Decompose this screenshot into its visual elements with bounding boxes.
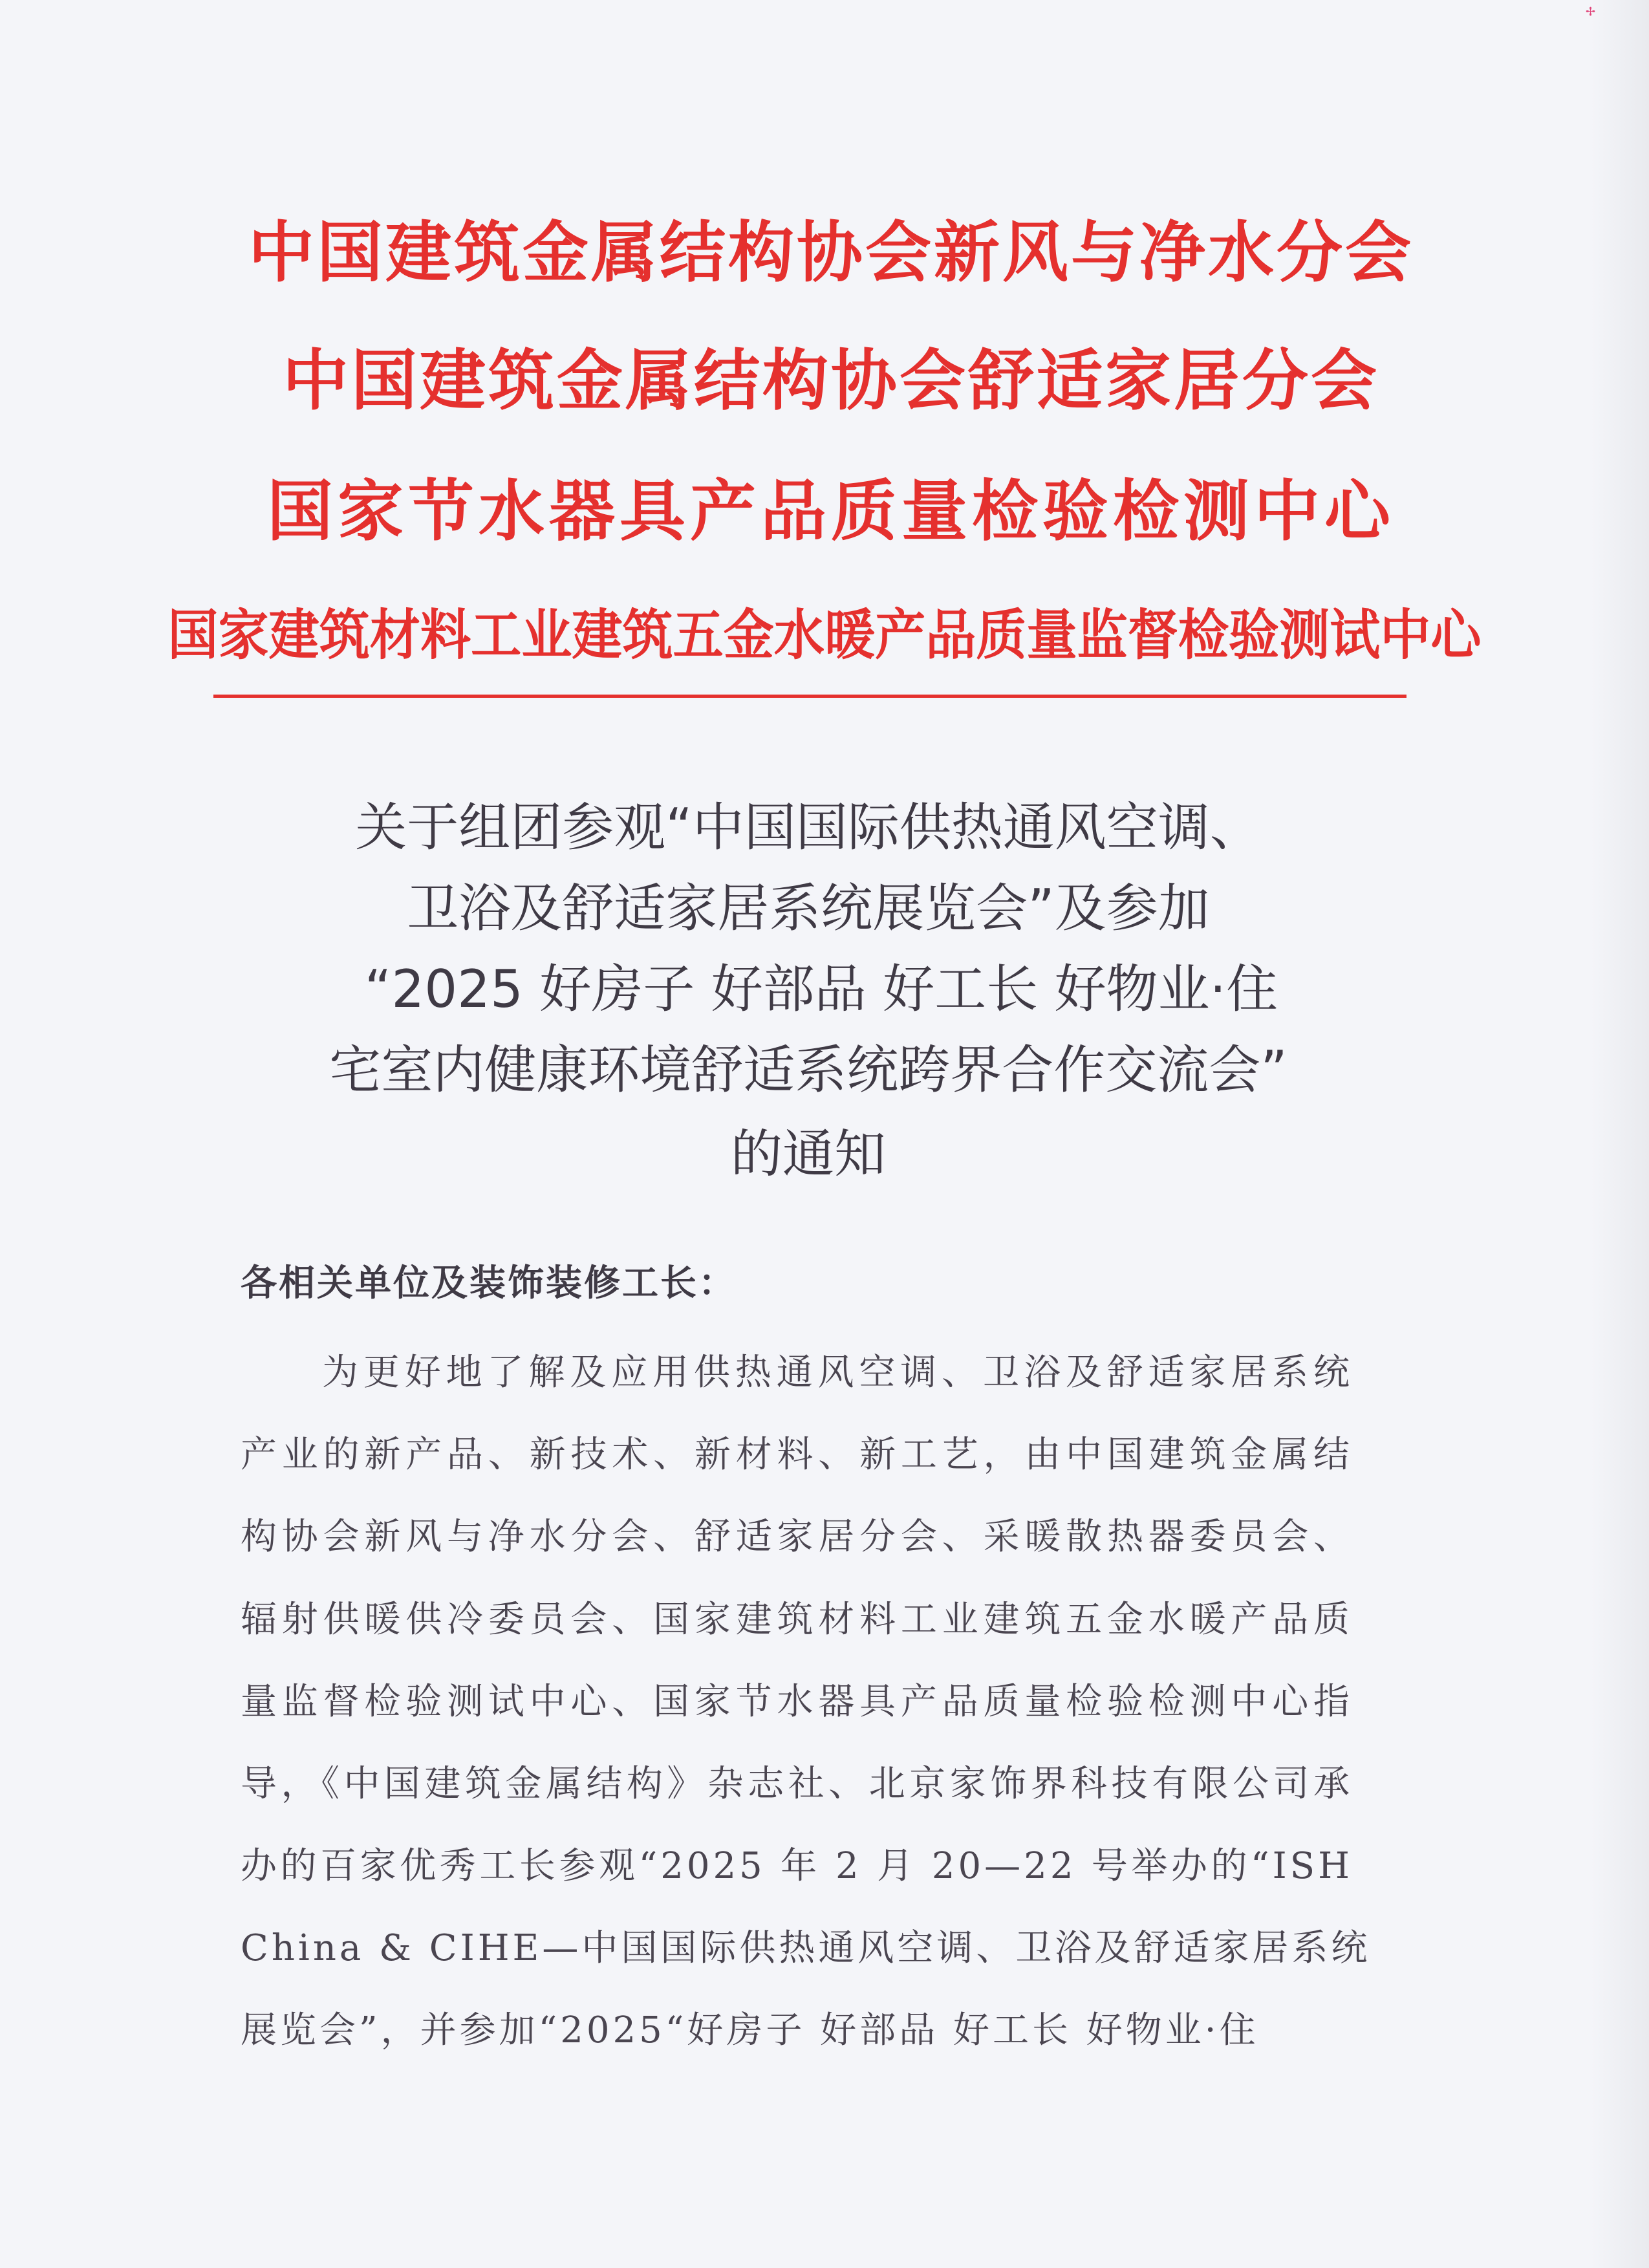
notice-title-line-5: 的通知 xyxy=(731,1124,886,1184)
notice-title-line-1: 关于组团参观“中国国际供热通风空调、 xyxy=(355,797,1262,858)
body-line-3: 构协会新风与净水分会、舒适家居分会、采暖散热器委员会、 xyxy=(241,1516,1353,1558)
body-line-5: 量监督检验测试中心、国家节水器具产品质量检验检测中心指 xyxy=(241,1681,1353,1723)
notice-title-line-2: 卫浴及舒适家居系统展览会”及参加 xyxy=(407,878,1210,938)
body-line-4: 辐射供暖供冷委员会、国家建筑材料工业建筑五金水暖产品质 xyxy=(241,1599,1353,1641)
body-line-2: 产业的新产品、新技术、新材料、新工艺，由中国建筑金属结 xyxy=(241,1434,1353,1476)
corner-mark-icon: ✢ xyxy=(1586,5,1596,19)
letterhead-line-1: 中国建筑金属结构协会新风与净水分会 xyxy=(248,215,1414,292)
letterhead-line-3: 国家节水器具产品质量检验检测中心 xyxy=(267,473,1395,550)
letterhead-line-2: 中国建筑金属结构协会舒适家居分会 xyxy=(283,343,1379,420)
body-line-7: 办的百家优秀工长参观“2025 年 2 月 20—22 号举办的“ISH xyxy=(241,1845,1353,1887)
body-line-9: 展览会”，并参加“2025“好房子 好部品 好工长 好物业·住 xyxy=(241,2009,1259,2051)
letterhead-divider xyxy=(213,695,1406,698)
body-line-1: 为更好地了解及应用供热通风空调、卫浴及舒适家居系统 xyxy=(322,1352,1353,1394)
notice-title-line-4: 宅室内健康环境舒适系统跨界合作交流会” xyxy=(329,1040,1288,1100)
body-line-8: China & CIHE—中国国际供热通风空调、卫浴及舒适家居系统 xyxy=(241,1927,1371,1969)
salutation: 各相关单位及装饰装修工长： xyxy=(241,1262,737,1304)
body-line-6: 导，《中国建筑金属结构》杂志社、北京家饰界科技有限公司承 xyxy=(241,1763,1353,1805)
notice-title-line-3: “2025 好房子 好部品 好工长 好物业·住 xyxy=(364,959,1278,1019)
letterhead-line-4: 国家建筑材料工业建筑五金水暖产品质量监督检验测试中心 xyxy=(167,603,1482,667)
